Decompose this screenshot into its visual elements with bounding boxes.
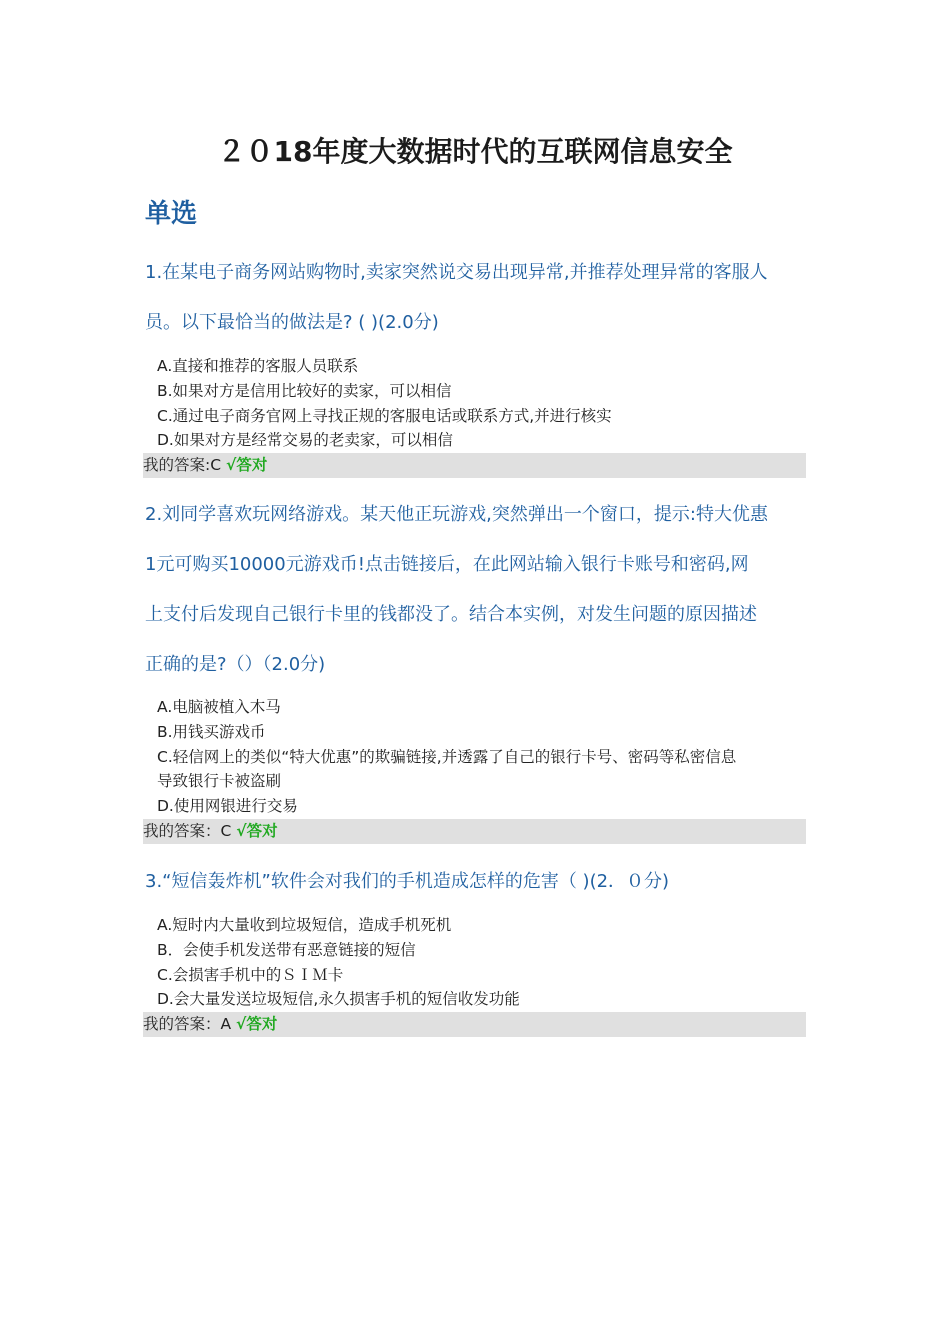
option-c: C.会损害手机中的ＳＩＭ卡 — [157, 965, 344, 984]
section-heading: 单选 — [145, 199, 198, 229]
option-d: D.会大量发送垃圾短信,永久损害手机的短信收发功能 — [157, 990, 520, 1009]
question-2-text — [145, 490, 815, 690]
question-1-answer — [143, 453, 806, 478]
question-3-answer — [143, 1012, 806, 1037]
answer-result: √答对 — [236, 1015, 278, 1033]
option-b: B.如果对方是信用比较好的卖家，可以相信 — [157, 381, 452, 400]
answer-result: √答对 — [225, 456, 268, 474]
question-1-text — [145, 248, 815, 348]
option-a: A.短时内大量收到垃圾短信，造成手机死机 — [157, 916, 452, 934]
answer-result: √答对 — [236, 822, 278, 840]
question-line: 正确的是?（）（2.0分) — [145, 654, 326, 675]
question-line: 2.刘同学喜欢玩网络游戏。某天他正玩游戏,突然弹出一个窗口，提示:特大优惠 — [145, 504, 768, 525]
answer-label: 我的答案：A — [143, 1015, 237, 1033]
question-3-options — [157, 913, 817, 1012]
question-line: 1元可购买10000元游戏币!点击链接后，在此网站输入银行卡账号和密码,网 — [145, 554, 749, 575]
question-line: 上支付后发现自己银行卡里的钱都没了。结合本实例，对发生问题的原因描述 — [145, 604, 757, 625]
question-1-options — [157, 354, 817, 453]
option-d: D.使用网银进行交易 — [157, 797, 298, 816]
option-d: D.如果对方是经常交易的老卖家，可以相信 — [157, 431, 453, 450]
question-line: 1.在某电子商务网站购物时,卖家突然说交易出现异常,并推荐处理异常的客服人 — [145, 262, 768, 283]
question-2-options — [157, 695, 817, 819]
option-b: B．会使手机发送带有恶意链接的短信 — [157, 940, 416, 959]
option-a: A.直接和推荐的客服人员联系 — [157, 357, 359, 375]
option-a: A.电脑被植入木马 — [157, 698, 281, 716]
question-line: 员。以下最恰当的做法是? ( )(2.0分) — [145, 312, 439, 333]
question-2-answer — [143, 819, 806, 844]
option-b: B.用钱买游戏币 — [157, 722, 266, 741]
answer-label: 我的答案：C — [143, 822, 237, 840]
option-c: C.轻信网上的类似“特大优惠”的欺骗链接,并透露了自己的银行卡号、密码等私密信息 — [157, 747, 737, 766]
option-c-continued: 导致银行卡被盗刷 — [157, 772, 282, 791]
option-c: C.通过电子商务官网上寻找正规的客服电话或联系方式,并进行核实 — [157, 406, 612, 425]
question-3-text — [145, 857, 815, 907]
question-line: 3.“短信轰炸机”软件会对我们的手机造成怎样的危害（ )(2．０分) — [145, 871, 670, 892]
document-title: ２０18年度大数据时代的互联网信息安全 — [217, 135, 733, 168]
answer-label: 我的答案:C — [143, 456, 226, 474]
